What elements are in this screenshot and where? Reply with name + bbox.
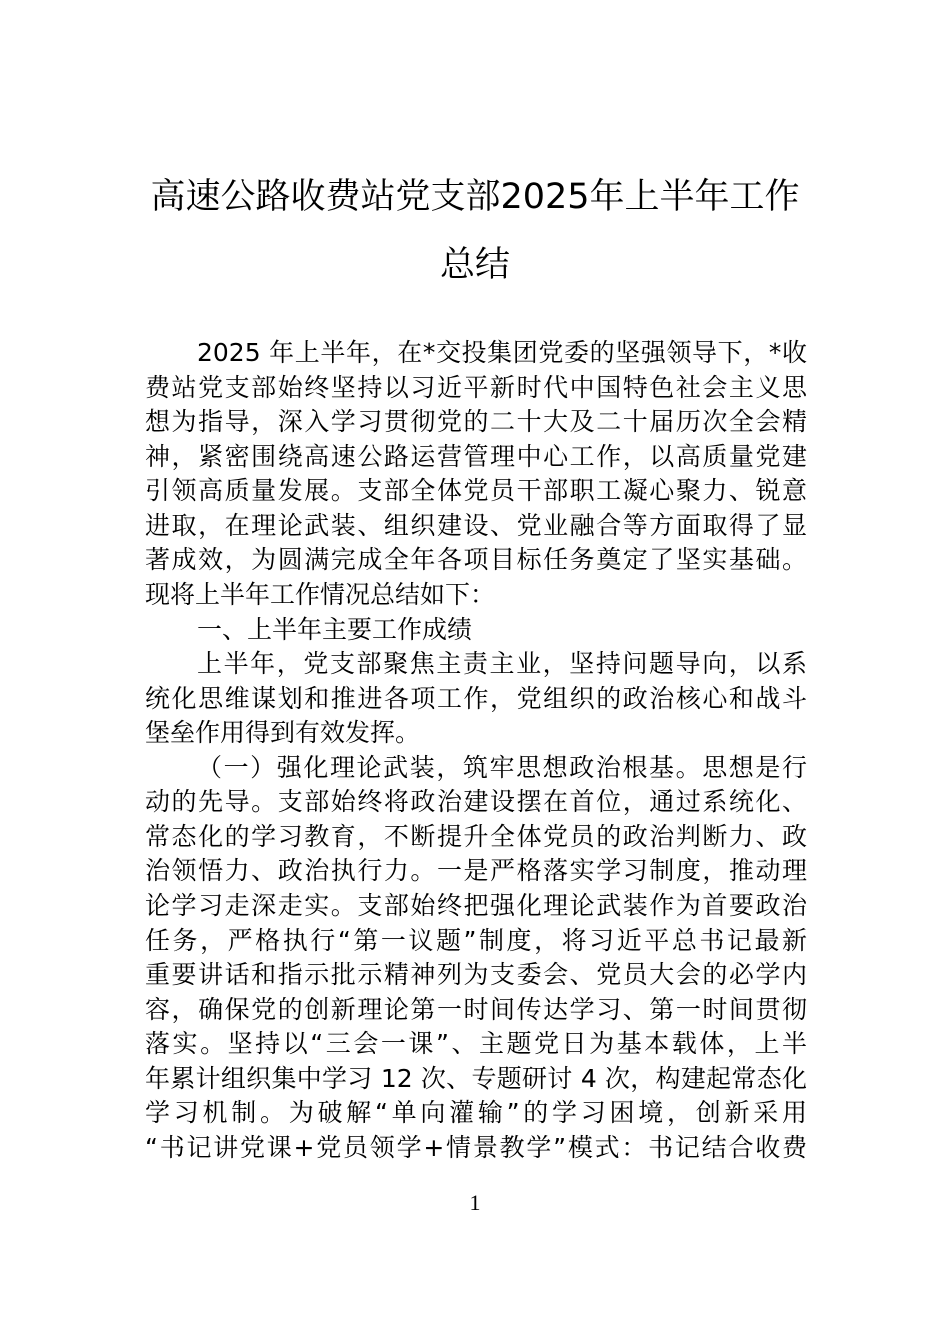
text-line: 想为指导，深入学习贯彻党的二十大及二十届历次全会精 — [145, 407, 807, 437]
text-line: 常态化的学习教育，不断提升全体党员的政治判断力、政 — [145, 821, 807, 851]
text-line: 现将上半年工作情况总结如下： — [145, 579, 496, 609]
text-line: 进取，在理论武装、组织建设、党业融合等方面取得了显 — [145, 510, 807, 540]
document-title-line-1: 高速公路收费站党支部2025年上半年工作 — [150, 177, 800, 217]
page-number: 1 — [469, 1190, 481, 1215]
text-line: 引领高质量发展。支部全体党员干部职工凝心聚力、锐意 — [145, 476, 807, 506]
text-line: 落实。坚持以“三会一课”、主题党日为基本载体，上半 — [145, 1029, 807, 1059]
text-line: 著成效，为圆满完成全年各项目标任务奠定了坚实基础。 — [145, 545, 807, 575]
subsection-line: （一）强化理论武装，筑牢思想政治根基。思想是行 — [197, 752, 807, 782]
section-heading: 一、上半年主要工作成绩 — [197, 614, 473, 644]
text-line: “书记讲党课+党员领学+情景教学”模式：书记结合收费 — [145, 1132, 807, 1162]
text-line: 重要讲话和指示批示精神列为支委会、党员大会的必学内 — [145, 960, 807, 990]
text-line: 费站党支部始终坚持以习近平新时代中国特色社会主义思 — [145, 372, 807, 402]
text-line: 任务，严格执行“第一议题”制度，将习近平总书记最新 — [145, 925, 807, 955]
text-line: 学习机制。为破解“单向灌输”的学习困境，创新采用 — [145, 1098, 807, 1128]
text-line: 统化思维谋划和推进各项工作，党组织的政治核心和战斗 — [145, 683, 807, 713]
text-line: 神，紧密围绕高速公路运营管理中心工作，以高质量党建 — [145, 441, 807, 471]
text-line: 上半年，党支部聚焦主责主业，坚持问题导向，以系 — [197, 649, 807, 679]
text-line: 年累计组织集中学习 12 次、专题研讨 4 次，构建起常态化 — [145, 1063, 807, 1093]
text-line: 2025 年上半年，在*交投集团党委的坚强领导下，*收 — [197, 338, 807, 367]
text-line: 论学习走深走实。支部始终把强化理论武装作为首要政治 — [145, 891, 807, 920]
document-title-line-2: 总结 — [439, 245, 510, 285]
text-line: 动的先导。支部始终将政治建设摆在首位，通过系统化、 — [145, 787, 807, 817]
document-body — [145, 336, 807, 1166]
text-line: 堡垒作用得到有效发挥。 — [145, 718, 421, 748]
text-line: 治领悟力、政治执行力。一是严格落实学习制度，推动理 — [145, 856, 807, 886]
text-line: 容，确保党的创新理论第一时间传达学习、第一时间贯彻 — [145, 994, 807, 1024]
